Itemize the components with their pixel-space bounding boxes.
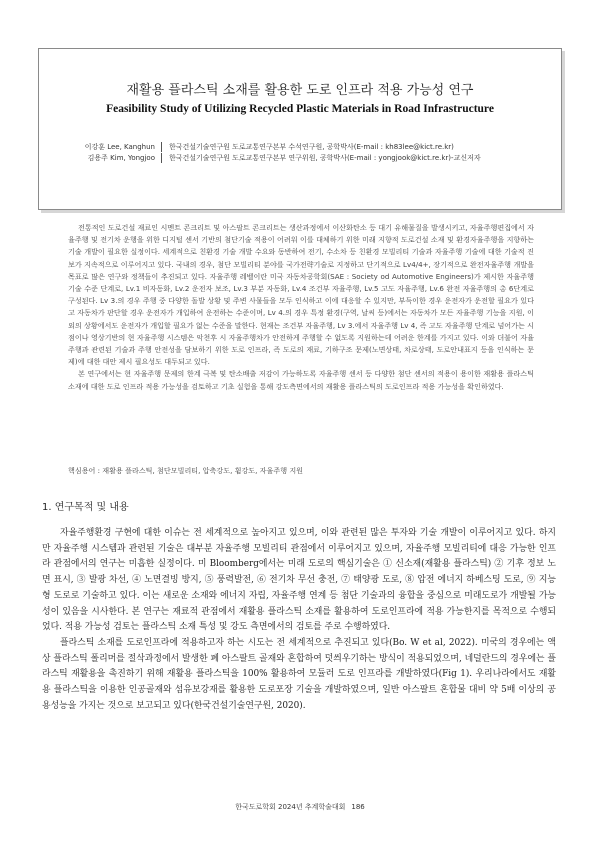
title-box bbox=[38, 48, 562, 210]
conference-name: 한국도로학회 2024년 추계학술대회 bbox=[235, 803, 346, 811]
keywords: 핵심용어 : 재활용 플라스틱, 첨단모빌리티, 압축강도, 휨강도, 자율주행 지원 bbox=[68, 466, 304, 475]
author-row bbox=[61, 152, 541, 163]
author-row bbox=[61, 141, 541, 152]
body-paragraph: 자율주행환경 구현에 대한 이슈는 전 세계적으로 높아지고 있으며, 이와 관련된 많은 투자와 기술 개발이 이루어지고 있다. 하지만 자율주행 시스템과 관련된 기술은 대부분 자율주행 모빌리티 관점에서 이루어지고 있으며, 자율주행 모빌리티에 대응 가능한 인프라 관점에서의 연구는 미흡한 실정이다. 미 Bloomberg에서는 미래 도로의 핵심기술은 ① 신소재(재활용 플라스틱) ② 기후 정보 노면 표시, ③ 발광 차선, ④ 노면결빙 방지, ⑤ 풍력발전, ⑥ 전기차 무선 충전, ⑦ 태양광 도로, ⑧ 압전 에너지 하베스팅 도로, ⑨ 지능형 도로로 기술하고 있다. 이는 새로운 소재와 에너지 자립, 자율주행 연계 등 첨단 기술과의 융합을 중심으로 미래도로가 개발될 가능성이 있음을 시사한다. 본 연구는 재료적 관점에서 재활용 플라스틱 소재를 활용하여 도로인프라에 적용 가능한지를 목적으로 수행되었다. 적용 가능성 검토는 플라스틱 소재 특성 및 강도 측면에서의 검토를 주로 수행하였다. bbox=[42, 528, 556, 633]
author-affiliation: 한국건설기술연구원 도로교통연구본부 연구위원, 공학박사(E-mail : yongjook@kict.re.kr)-교신저자 bbox=[161, 153, 481, 163]
page-footer bbox=[0, 802, 600, 812]
body-paragraph: 플라스틱 소재를 도로인프라에 적용하고자 하는 시도는 전 세계적으로 추진되고 있다(Bo. W et al, 2022). 미국의 경우에는 액상 플라스틱 폴리머를 절삭과정에서 발생한 폐 아스팔트 골재와 혼합하여 덧씌우기하는 방식이 적용되었으며, 네덜란드의 경우에는 플라스틱 재활용을 촉진하기 위해 재활용 플라스틱을 100% 활용하여 모듈러 도로 인프라를 개발하였다(Fig 1). 우리나라에서도 재활용 플라스틱을 이용한 인공골재와 섬유보강재를 활용한 도로포장 기술을 개발하였으며, 일반 아스팔트 혼합물 대비 약 5배 이상의 공용성능을 가지는 것으로 보고되고 있다(한국건설기술연구원, 2020). bbox=[42, 637, 556, 711]
abstract-paragraph: 전통적인 도로건설 재료인 시멘트 콘크리트 및 아스팔트 콘크리트는 생산과정에서 이산화탄소 등 대기 유해물질을 발생시키고, 자율주행편집에서 자율주행 및 전기차 운행을 위한 디지털 센서 기반의 첨단기술 적용이 어려워 이를 대체하기 위한 미래 지향적 도로건설 소재 및 환경자율주행을 지향하는 기술 개발이 필요한 실정이다. 세계적으로 친환경 기술 개발 수요와 동반하여 전기, 수소차 등 친환경 모빌리티 기술과 자율주행 기술에 대한 기술적 진보가 지속적으로 이루어지고 있다. 국내의 경우, 첨단 모빌리티 분야를 국가전략기술로 지정하고 단기적으로 Lv4/4+, 장기적으로 완전자율주행 개발을 목표로 많은 연구와 정책들이 추진되고 있다. 자율주행 레벨이란 미국 자동차공학회(SAE : Society od Automotive Engineers)가 제시한 자율주행 기술 수준 단계로, Lv.1 비자동화, Lv.2 운전자 보조, Lv.3 부분 자동화, Lv.4 조건부 자율주행, Lv.5 고도 자율주행, Lv.6 완전 자율주행의 총 6단계로 구성된다. Lv 3.의 경우 주행 중 다양한 돌발 상황 및 주변 사물들을 모두 인식하고 이에 대응할 수 있지만, 부득이한 경우 운전자가 운전할 필요가 있다고 자동차가 판단할 경우 운전자가 개입하여 운전하는 수준이며, Lv 4.의 경우 특정 환경(구역, 날씨 등)에서는 자동차가 모든 자율주행 기능을 지원, 이외의 상황에서도 운전자가 개입할 필요가 없는 수준을 말한다. 현재는 조건부 자율주행, Lv 3.에서 자율주행 Lv 4, 즉 고도 자율주행 단계로 넘어가는 시점이나 영상기반의 현 자율주행 시스템은 악천후 시 자율주행차가 안전하게 주행할 수 없도록 지원하는데 어려운 한계를 가지고 있다. 이와 더불어 자율주행과 관련된 기술과 주행 안전성을 담보하기 위한 도로 인프라, 즉 도로의 재료, 기하구조 문제(노면상태, 차로상태, 도로안내표지 등을 인식하는 문제)에 대한 대안 제시 필요성도 대두되고 있다. bbox=[68, 223, 534, 367]
author-name: 김용주 Kim, Yongjoo bbox=[87, 153, 155, 162]
abstract bbox=[68, 222, 534, 393]
author-name: 이강훈 Lee, Kanghun bbox=[84, 142, 155, 151]
page-number: 186 bbox=[351, 803, 365, 811]
paper-title-english: Feasibility Study of Utilizing Recycled Plastic Materials in Road Infrastructure bbox=[106, 103, 494, 115]
section-heading: 1. 연구목적 및 내용 bbox=[42, 502, 129, 513]
author-list bbox=[61, 141, 541, 163]
section-body bbox=[42, 526, 556, 714]
author-affiliation: 한국건설기술연구원 도로교통연구본부 수석연구원, 공학박사(E-mail : kh83lee@kict.re.kr) bbox=[161, 142, 454, 152]
paper-title-korean: 재활용 플라스틱 소재를 활용한 도로 인프라 적용 가능성 연구 bbox=[126, 83, 474, 98]
abstract-paragraph: 본 연구에서는 현 자율주행 문제의 한계 극복 및 탄소배출 저감이 가능하도록 자율주행 센서 등 다양한 첨단 센서의 적용이 용이한 재활용 플라스틱 소재에 대한 도로 인프라 적용 가능성을 검토하고 기초 실험을 통해 강도측면에서의 재활용 플라스틱의 도로인프라 적용 가능성을 확인하였다. bbox=[68, 369, 534, 391]
